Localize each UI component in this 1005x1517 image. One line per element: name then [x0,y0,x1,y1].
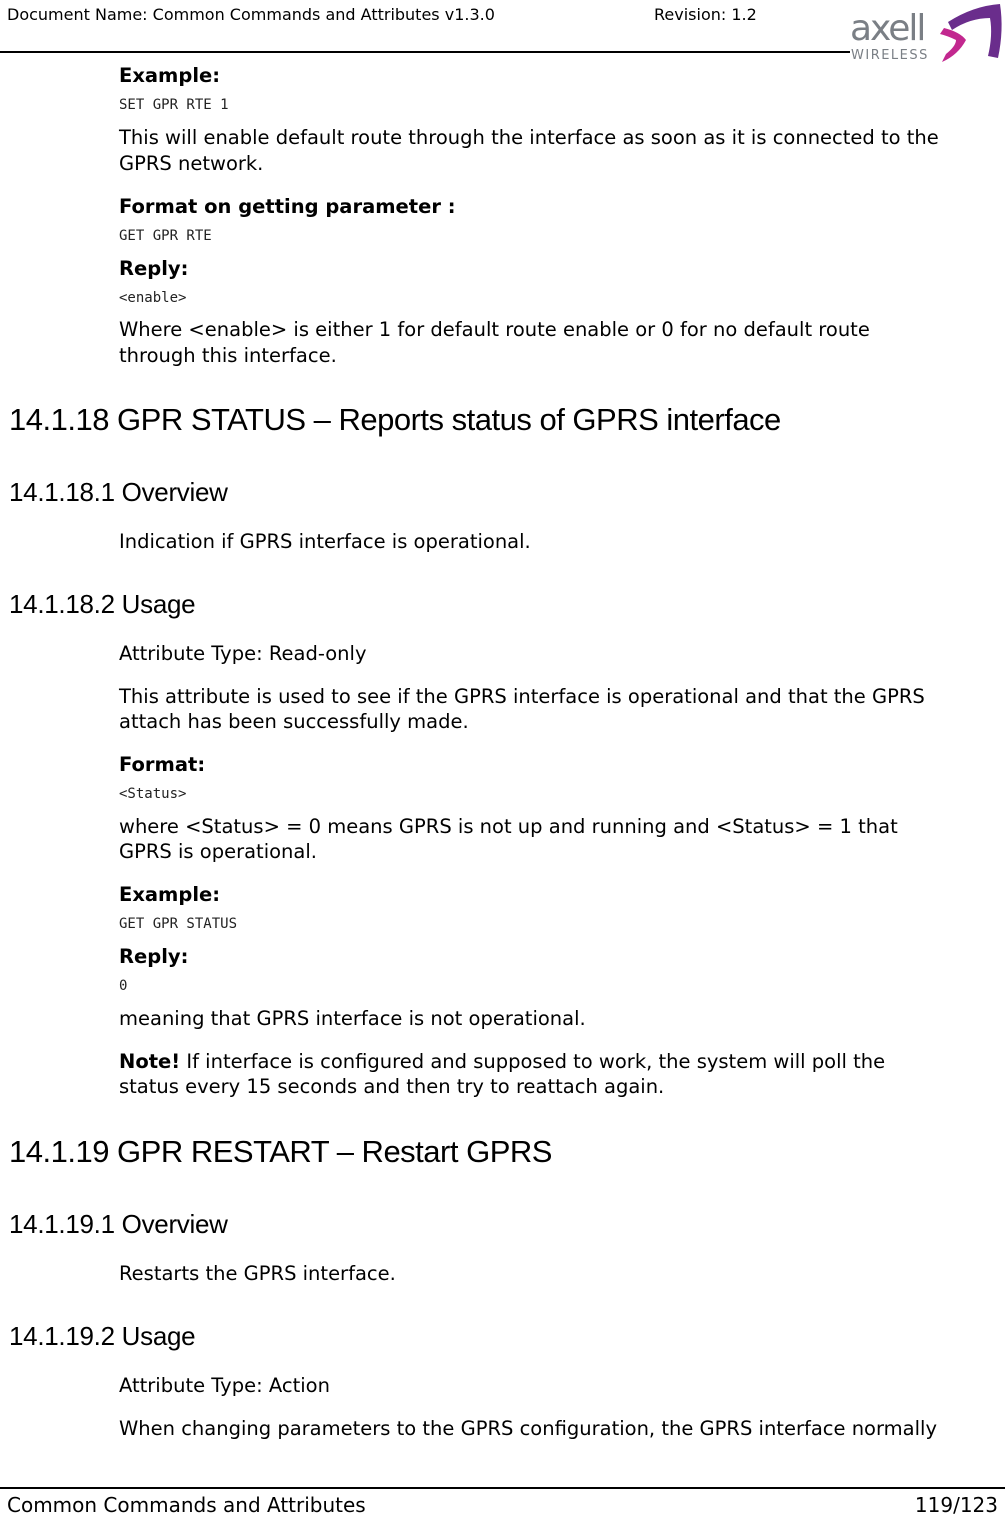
paragraph: through this interface. [119,344,337,367]
section-heading: 14.1.18 GPR STATUS – Reports status of GPRS interface [9,402,781,437]
paragraph: meaning that GPRS interface is not operational. [119,1007,586,1030]
paragraph: Where <enable> is either 1 for default route enable or 0 for no default route [119,318,870,341]
format-label: Format: [119,753,206,776]
svg-text:WIRELESS: WIRELESS [851,48,929,63]
paragraph: status every 15 seconds and then try to reattach again. [119,1075,665,1098]
footer-divider [0,1487,1005,1489]
paragraph: Attribute Type: Read-only [119,642,367,665]
paragraph: where <Status> = 0 means GPRS is not up and running and <Status> = 1 that [119,815,898,838]
example-label: Example: [119,64,221,87]
paragraph: This will enable default route through the interface as soon as it is connected to the [119,126,939,149]
paragraph: When changing parameters to the GPRS configuration, the GPRS interface normally [119,1417,937,1440]
note-text: If interface is configured and supposed to work, the system will poll the [180,1050,886,1073]
revision: Revision: 1.2 [654,5,757,24]
note [119,1049,885,1074]
reply-code: <enable> [119,290,187,306]
page-number: 119/123 [914,1493,998,1517]
paragraph: GPRS is operational. [119,840,317,863]
subsection-heading: 14.1.18.2 Usage [9,589,196,619]
example-code: GET GPR STATUS [119,916,238,932]
note-label: Note! [119,1050,181,1073]
paragraph: Attribute Type: Action [119,1374,330,1397]
subsection-heading: 14.1.19.1 Overview [9,1209,228,1239]
document-name: Document Name: Common Commands and Attributes v1.3.0 [7,5,495,24]
header-divider [0,51,850,53]
section-heading: 14.1.19 GPR RESTART – Restart GPRS [9,1134,552,1169]
paragraph: attach has been successfully made. [119,710,469,733]
paragraph: Indication if GPRS interface is operational. [119,530,531,553]
reply-label: Reply: [119,945,189,968]
format-get-label: Format on getting parameter : [119,195,456,218]
axell-wireless-logo [848,0,1005,66]
footer-title: Common Commands and Attributes [7,1493,366,1517]
paragraph: GPRS network. [119,152,264,175]
format-code: <Status> [119,786,187,802]
reply-code: 0 [119,978,128,994]
example-code: SET GPR RTE 1 [119,97,229,113]
subsection-heading: 14.1.18.1 Overview [9,477,228,507]
reply-label: Reply: [119,257,189,280]
paragraph: This attribute is used to see if the GPRS interface is operational and that the GPRS [119,685,925,708]
svg-text:axell: axell [850,8,925,49]
format-get-code: GET GPR RTE [119,228,212,244]
subsection-heading: 14.1.19.2 Usage [9,1321,196,1351]
example-label: Example: [119,883,221,906]
paragraph: Restarts the GPRS interface. [119,1262,396,1285]
